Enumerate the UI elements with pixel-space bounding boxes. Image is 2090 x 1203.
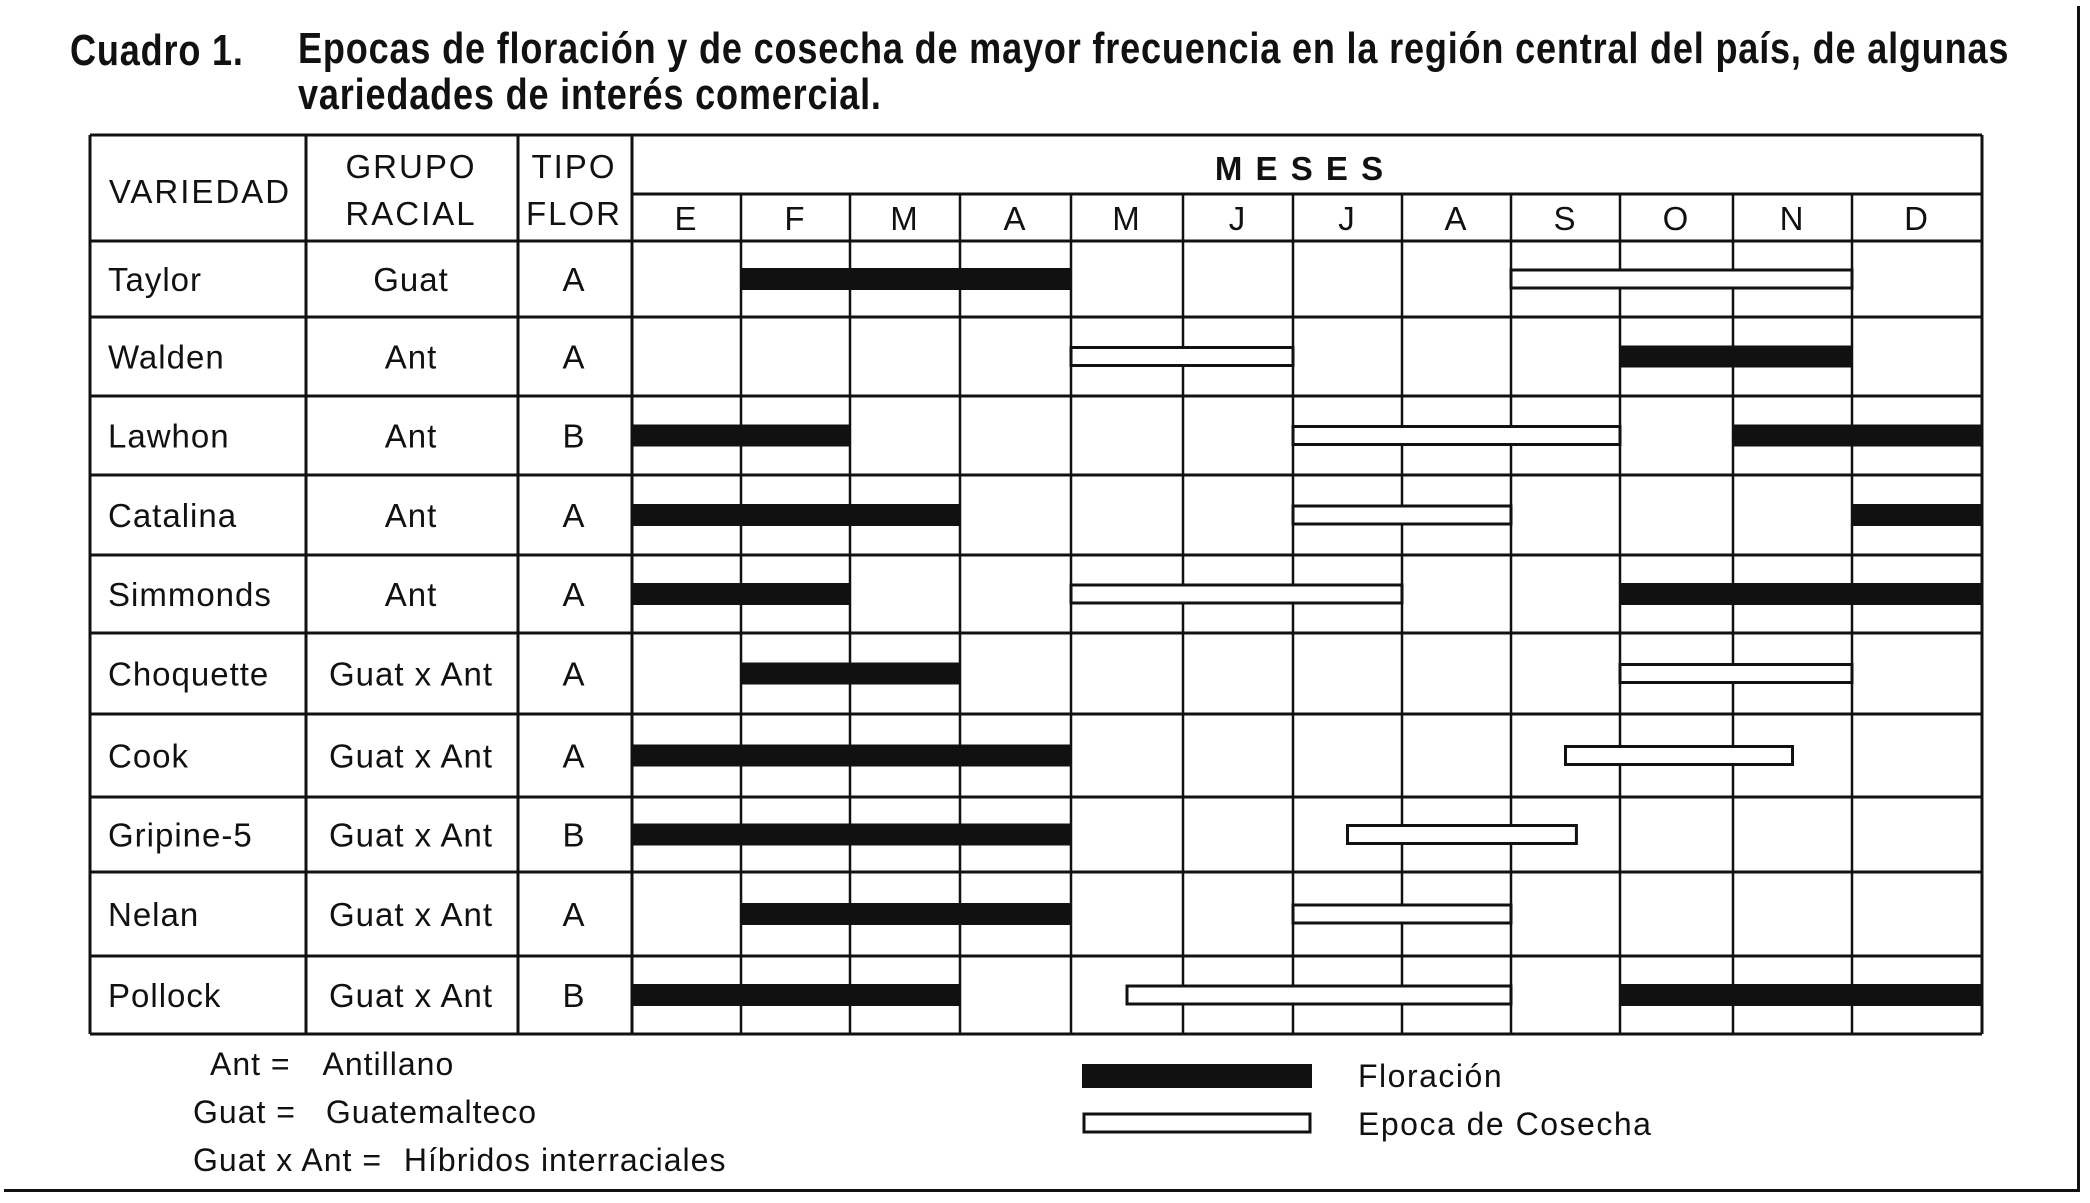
header-tipo: TIPO — [531, 148, 617, 185]
cosecha-bar — [1511, 270, 1852, 288]
row-tipo: A — [562, 338, 586, 376]
abbrev-guat-key: Guat = — [193, 1094, 296, 1130]
floracion-bar — [632, 984, 960, 1006]
row-variedad: Choquette — [108, 655, 270, 693]
row-tipo: B — [562, 816, 586, 854]
floracion-bar — [1620, 984, 1982, 1006]
month-label: S — [1553, 200, 1578, 237]
header-variedad: VARIEDAD — [108, 173, 292, 210]
floracion-bar — [1620, 583, 1982, 605]
header-grupo: GRUPO — [345, 148, 477, 185]
table-bars — [632, 268, 1982, 1006]
floracion-bar — [741, 903, 1071, 925]
cosecha-bar — [1348, 826, 1577, 844]
month-label: A — [1003, 200, 1028, 237]
abbrev-ant — [210, 1046, 454, 1083]
row-grupo: Guat x Ant — [328, 655, 494, 693]
row-tipo: A — [562, 655, 586, 693]
cosecha-bar — [1293, 905, 1511, 923]
row-tipo: A — [562, 737, 586, 775]
cosecha-bar — [1127, 986, 1511, 1004]
abbrev-hibrido-value: Híbridos interraciales — [403, 1142, 727, 1178]
row-variedad: Cook — [108, 737, 190, 775]
cosecha-bar — [1566, 747, 1793, 765]
row-variedad: Pollock — [108, 977, 222, 1014]
legend-cosecha-label: Epoca de Cosecha — [1358, 1106, 1653, 1142]
row-variedad: Nelan — [108, 896, 200, 933]
row-tipo: B — [562, 417, 586, 455]
caption-label: Cuadro 1. — [70, 26, 244, 75]
floracion-bar — [632, 425, 850, 447]
month-label: J — [1338, 200, 1357, 237]
row-grupo: Ant — [384, 497, 438, 534]
legend-floracion-swatch — [1082, 1064, 1312, 1088]
row-tipo: A — [562, 896, 586, 933]
row-grupo: Guat x Ant — [328, 896, 494, 933]
floracion-bar — [741, 663, 960, 685]
row-grupo: Guat x Ant — [328, 816, 494, 854]
month-label: M — [1112, 200, 1142, 237]
month-label: D — [1904, 200, 1930, 237]
row-tipo: A — [562, 261, 586, 298]
abbrev-hibrido-key: Guat x Ant = — [193, 1142, 382, 1178]
floracion-bar — [1733, 425, 1982, 447]
legend-cosecha-swatch — [1084, 1114, 1310, 1132]
month-label: O — [1662, 200, 1691, 237]
floracion-bar — [632, 745, 1071, 767]
cosecha-bar — [1293, 427, 1620, 445]
legend-swatches — [1082, 1064, 1312, 1132]
row-variedad: Simmonds — [108, 576, 272, 613]
month-label: E — [674, 200, 699, 237]
row-variedad: Taylor — [108, 261, 203, 298]
row-variedad: Gripine-5 — [108, 816, 253, 854]
month-label: A — [1444, 200, 1469, 237]
row-grupo: Guat x Ant — [328, 737, 494, 775]
row-grupo: Guat — [373, 261, 449, 298]
row-variedad: Catalina — [108, 497, 238, 534]
abbrev-hibrido — [193, 1142, 726, 1179]
row-tipo: A — [562, 576, 586, 613]
cosecha-bar — [1293, 506, 1511, 524]
caption-title: Epocas de floración y de cosecha de mayor frecuencia en la región central del país, de algunas variedades de interés comercial. — [298, 24, 2010, 119]
header-racial: RACIAL — [345, 195, 477, 232]
month-label: N — [1779, 200, 1806, 237]
floracion-bar — [632, 504, 960, 526]
row-grupo: Ant — [384, 338, 438, 376]
header-flor: FLOR — [525, 195, 623, 232]
month-label: J — [1228, 200, 1248, 237]
cosecha-bar — [1071, 585, 1402, 603]
floracion-bar — [632, 824, 1071, 846]
row-variedad: Walden — [108, 338, 225, 376]
header-meses: M E S E S — [1214, 150, 1386, 187]
floracion-bar — [632, 583, 850, 605]
row-grupo: Ant — [384, 576, 438, 613]
abbrev-ant-key: Ant = — [210, 1046, 291, 1082]
legend-floracion-label: Floración — [1358, 1058, 1504, 1094]
row-variedad: Lawhon — [108, 417, 230, 455]
floracion-bar — [1620, 346, 1852, 368]
row-tipo: A — [562, 497, 586, 534]
floracion-bar — [741, 268, 1071, 290]
abbrev-ant-value: Antillano — [322, 1046, 455, 1082]
month-label: M — [890, 200, 920, 237]
floracion-bar — [1852, 504, 1982, 526]
cosecha-bar — [1620, 665, 1852, 683]
month-label: F — [784, 200, 807, 237]
row-grupo: Guat x Ant — [328, 977, 494, 1014]
abbrev-guat — [193, 1094, 537, 1131]
cosecha-bar — [1071, 348, 1293, 366]
abbrev-guat-value: Guatemalteco — [325, 1094, 538, 1130]
row-grupo: Ant — [384, 417, 438, 455]
row-tipo: B — [562, 977, 586, 1014]
